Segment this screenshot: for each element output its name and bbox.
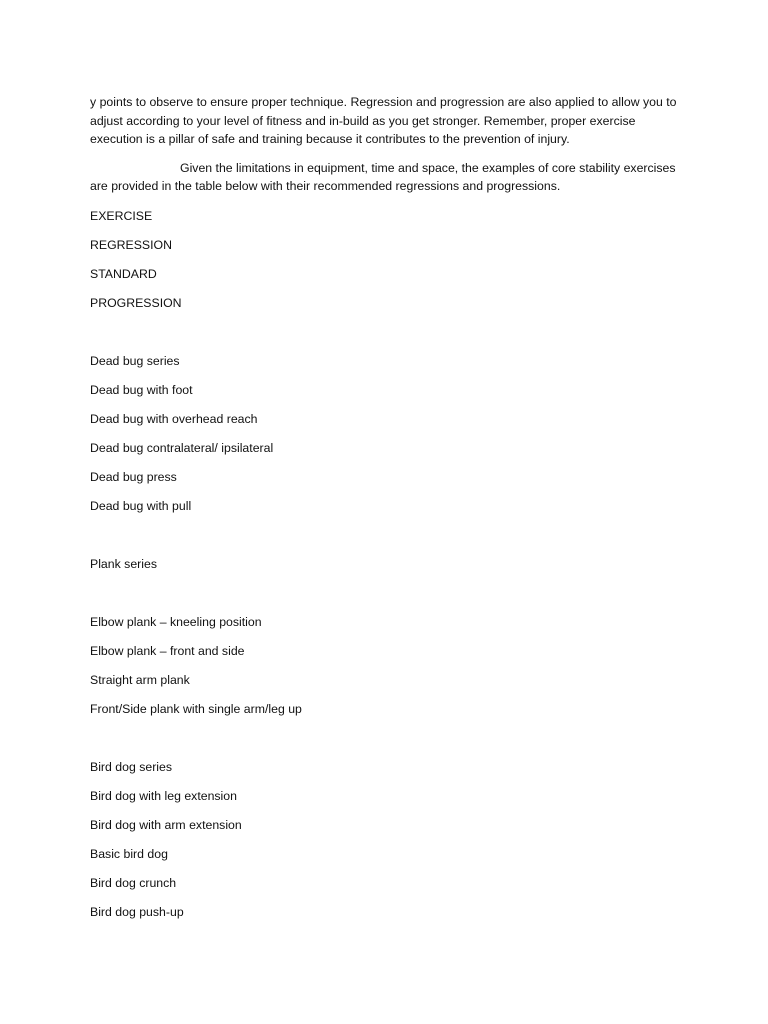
limitations-paragraph: [90, 159, 690, 196]
plank-item: Elbow plank – kneeling position: [90, 614, 262, 629]
limitations-text: Given the limitations in equipment, time and space, the examples of core stability exercises are provided in the table below with their recommended regressions and progressions.: [90, 160, 676, 193]
plank-item: Straight arm plank: [90, 672, 190, 687]
bird-dog-item: Bird dog crunch: [90, 875, 177, 890]
document-page: [90, 93, 690, 932]
bird-dog-item: Bird dog push-up: [90, 904, 184, 919]
header-progression: PROGRESSION: [90, 295, 182, 310]
header-standard: STANDARD: [90, 266, 157, 281]
spacer: [90, 526, 690, 555]
plank-item: Elbow plank – front and side: [90, 643, 245, 658]
dead-bug-item: Dead bug with foot: [90, 382, 193, 397]
bird-dog-item: Basic bird dog: [90, 846, 168, 861]
spacer: [90, 729, 690, 758]
plank-series-title: Plank series: [90, 556, 157, 571]
header-exercise: EXERCISE: [90, 208, 153, 223]
plank-item: Front/Side plank with single arm/leg up: [90, 701, 302, 716]
bird-dog-series-title: Bird dog series: [90, 759, 173, 774]
dead-bug-item: Dead bug with pull: [90, 498, 192, 513]
spacer: [90, 323, 690, 352]
dead-bug-item: Dead bug press: [90, 469, 177, 484]
bird-dog-item: Bird dog with leg extension: [90, 788, 237, 803]
spacer: [90, 584, 690, 613]
exercise-table: [90, 207, 690, 932]
intro-paragraph: y points to observe to ensure proper technique. Regression and progression are also applied to allow you to adjust according to your level of fitness and in-build as you get stronger. Remember, proper exercise execution is a pillar of safe and training because it contributes to the prevention of injury.: [90, 95, 677, 146]
dead-bug-series-title: Dead bug series: [90, 353, 180, 368]
bird-dog-item: Bird dog with arm extension: [90, 817, 242, 832]
header-regression: REGRESSION: [90, 237, 172, 252]
dead-bug-item: Dead bug with overhead reach: [90, 411, 258, 426]
dead-bug-item: Dead bug contralateral/ ipsilateral: [90, 440, 274, 455]
